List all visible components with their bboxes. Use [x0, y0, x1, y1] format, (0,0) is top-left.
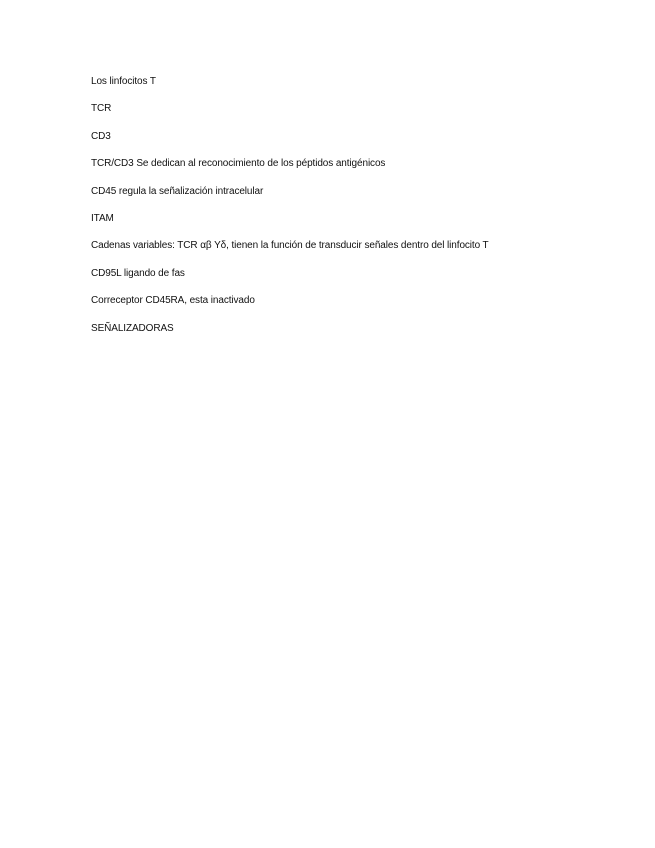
text-line: TCR: [91, 103, 112, 115]
text-line: ITAM: [91, 212, 114, 224]
text-line: CD45 regula la señalización intracelular: [91, 185, 264, 197]
text-line: TCR/CD3 Se dedican al reconocimiento de los péptidos antigénicos: [91, 158, 386, 170]
text-line: Correceptor CD45RA, esta inactivado: [91, 295, 255, 307]
text-line: CD3: [91, 130, 111, 142]
text-line: CD95L ligando de fas: [91, 267, 185, 279]
text-line: SEÑALIZADORAS: [91, 322, 174, 334]
text-line: Los linfocitos T: [91, 76, 156, 87]
document-body: [91, 75, 611, 349]
text-line: Cadenas variables: TCR αβ Υδ, tienen la función de transducir señales dentro del linfocito T: [91, 240, 489, 252]
